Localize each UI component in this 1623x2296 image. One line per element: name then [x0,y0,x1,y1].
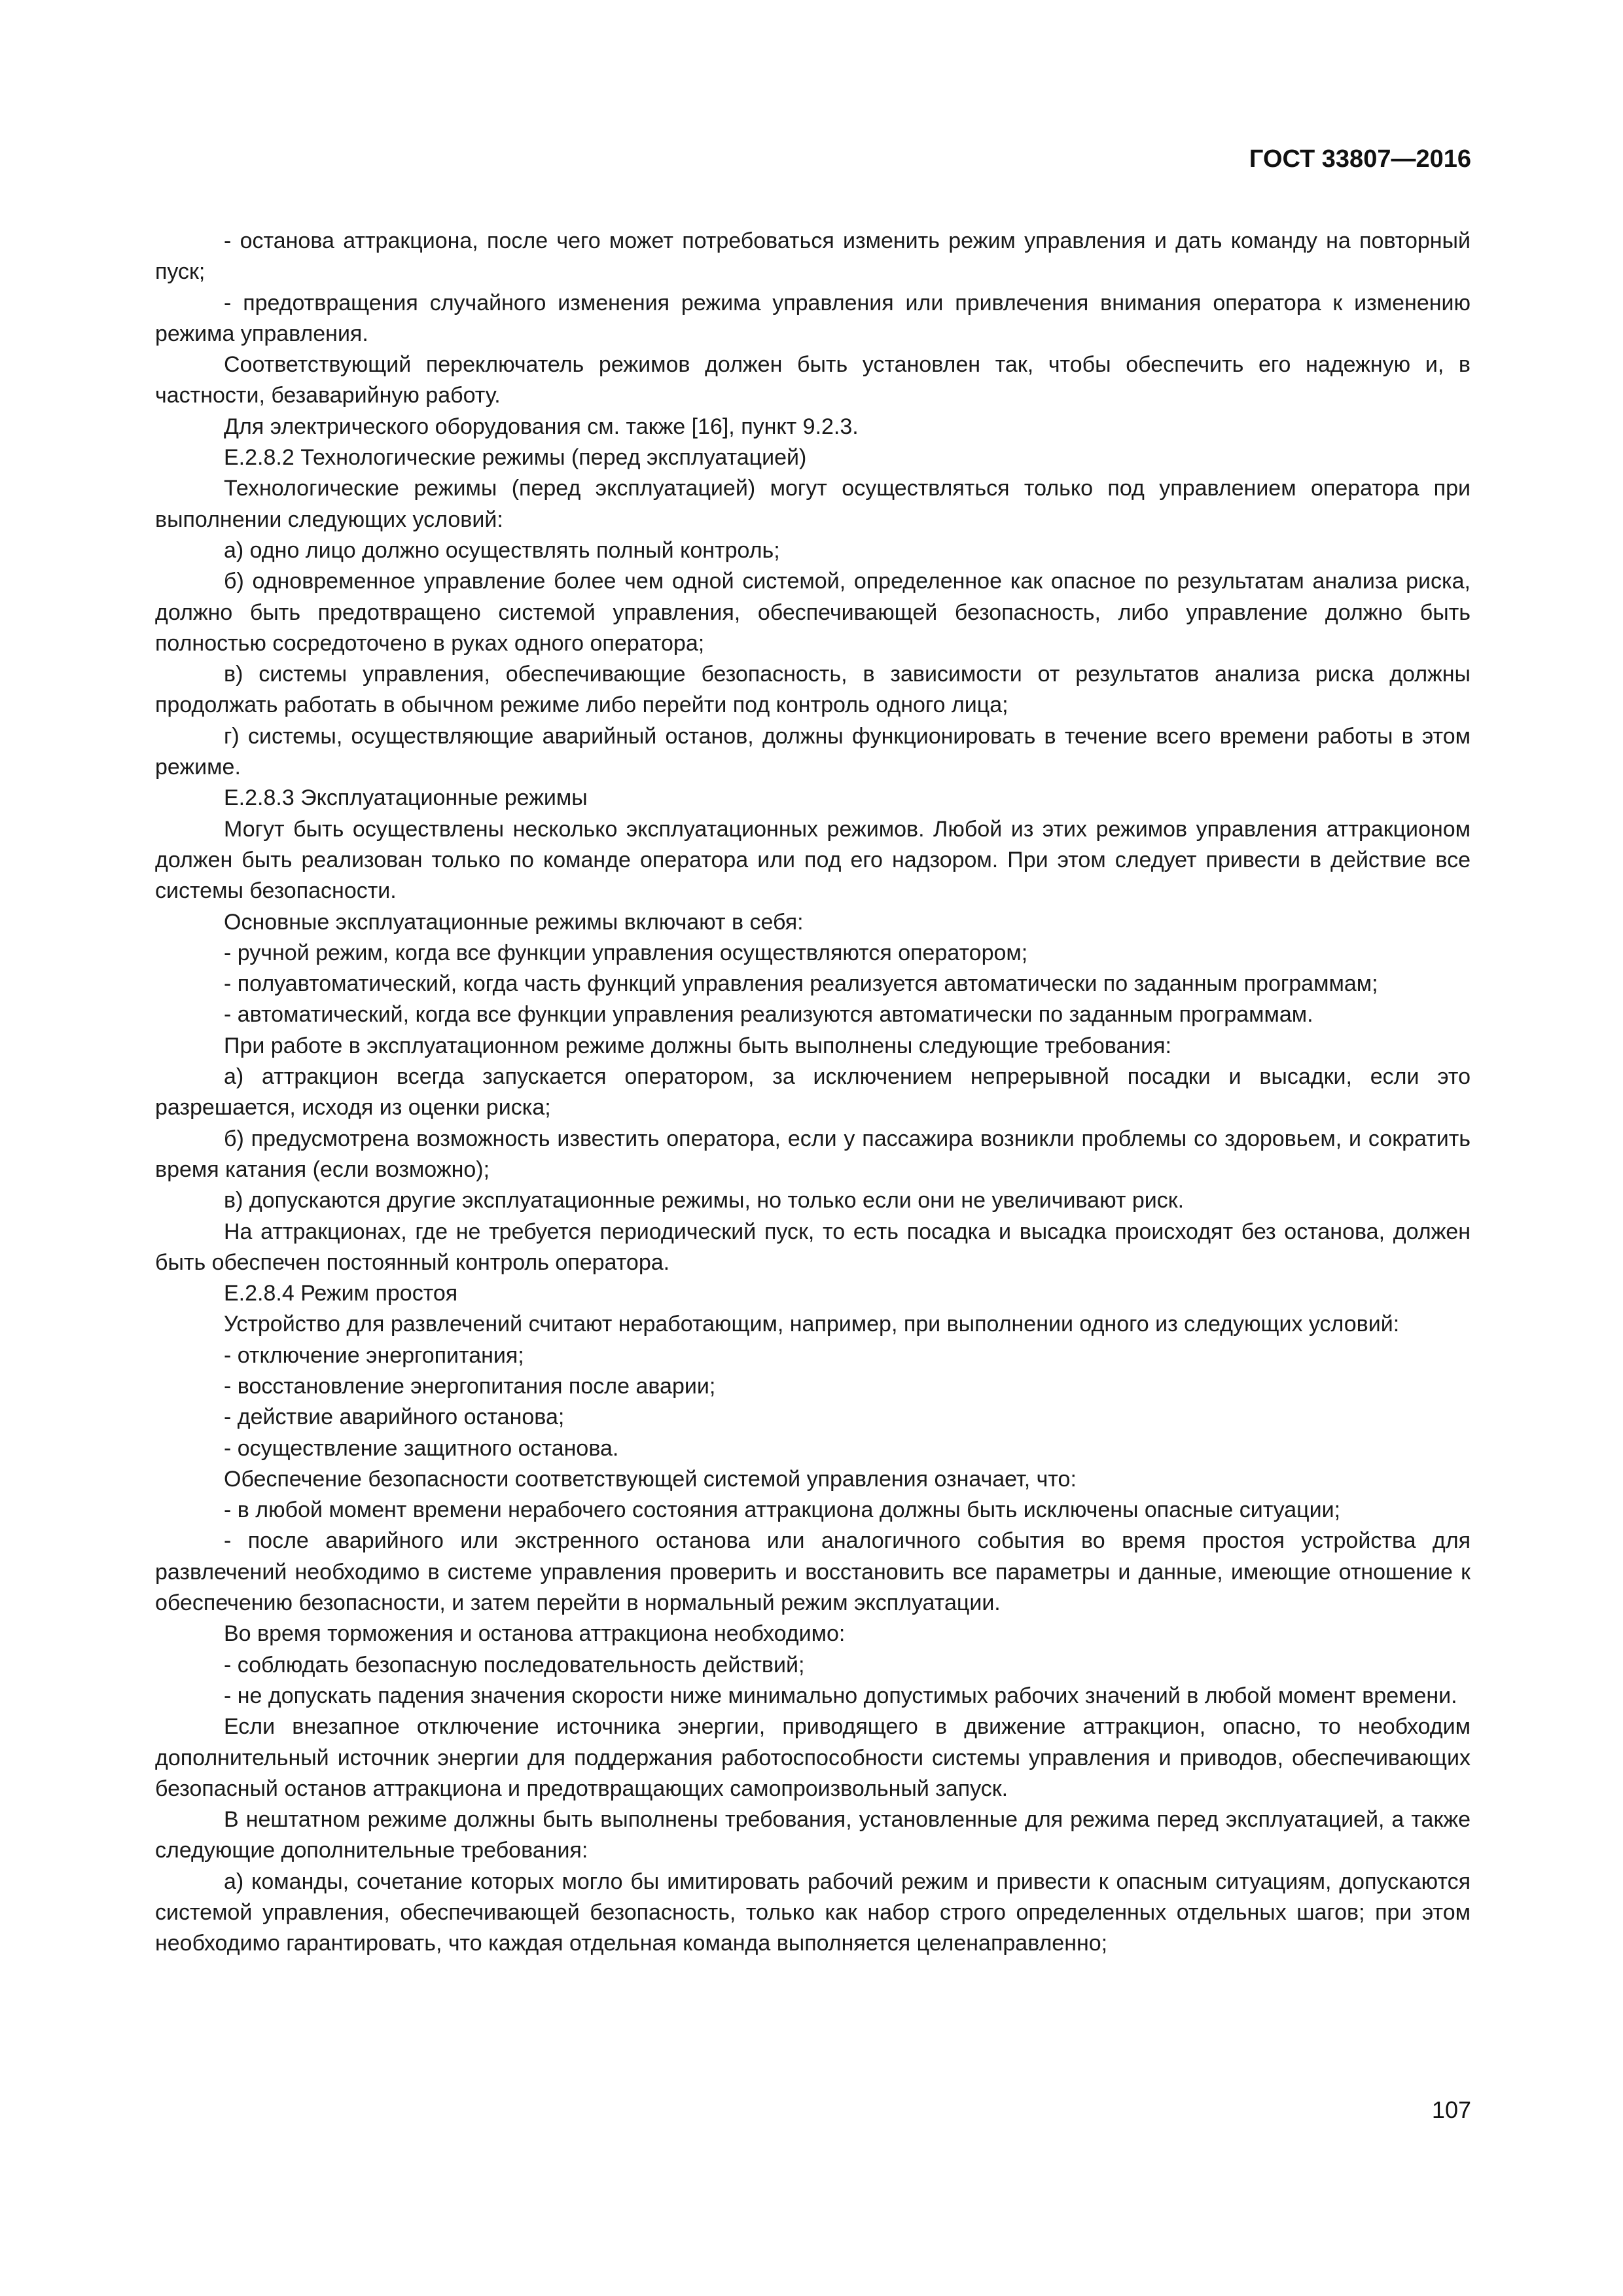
list-item: - полуавтоматический, когда часть функций управления реализуется автоматически по заданным программам; [224,971,1378,997]
paragraph: Если внезапное отключение источника энергии, приводящего в движение аттракцион, опасно, то необходим дополнительный источник энергии для поддержания работоспособности системы управления и приводов, обеспечивающих безопасный останов аттракциона и предотвращающих самопроизвольный запуск. [155,1714,1471,1801]
paragraph: Обеспечение безопасности соответствующей системой управления означает, что: [224,1466,1077,1492]
list-item: - не допускать падения значения скорости ниже минимально допустимых рабочих значений в любой момент времени. [224,1683,1457,1708]
list-item: - соблюдать безопасную последовательность действий; [224,1652,805,1677]
list-item: б) одновременное управление более чем одной системой, определенное как опасное по результатам анализа риска, должно быть предотвращено системой управления, обеспечивающей безопасность, либо управление должно быть полностью сосредоточено в руках одного оператора; [155,569,1471,656]
body-text [155,226,1471,1960]
paragraph: При работе в эксплуатационном режиме должны быть выполнены следующие требования: [224,1033,1172,1058]
paragraph: На аттракционах, где не требуется периодический пуск, то есть посадка и высадка происходят без останова, должен быть обеспечен постоянный контроль оператора. [155,1219,1471,1275]
list-item: б) предусмотрена возможность известить оператора, если у пассажира возникли проблемы со здоровьем, и сократить время катания (если возможно); [155,1126,1471,1182]
paragraph: Могут быть осуществлены несколько эксплуатационных режимов. Любой из этих режимов управления аттракционом должен быть реализован только по команде оператора или под его надзором. При этом следует привести в действие все системы безопасности. [155,816,1471,904]
list-item: а) команды, сочетание которых могло бы имитировать рабочий режим и привести к опасным ситуациям, допускаются системой управления, обеспечивающей безопасность, только как набор строго определенных отдельных шагов; при этом необходимо гарантировать, что каждая отдельная команда выполняется целенаправленно; [155,1869,1471,1956]
paragraph: Технологические режимы (перед эксплуатацией) могут осуществляться только под управлением оператора при выполнении следующих условий: [155,476,1471,532]
paragraph: - предотвращения случайного изменения режима управления или привлечения внимания оператора к изменению режима управления. [155,290,1471,346]
standard-designation: ГОСТ 33807—2016 [1249,145,1471,173]
list-item: - ручной режим, когда все функции управления осуществляются оператором; [224,940,1028,965]
paragraph: Во время торможения и останова аттракциона необходимо: [224,1621,846,1647]
paragraph: В нештатном режиме должны быть выполнены требования, установленные для режима перед эксплуатацией, а также следующие дополнительные требования: [155,1807,1471,1863]
list-item: в) системы управления, обеспечивающие безопасность, в зависимости от результатов анализа риска должны продолжать работать в обычном режиме либо перейти под контроль одного лица; [155,662,1471,718]
list-item: а) одно лицо должно осуществлять полный контроль; [224,537,780,563]
paragraph: Основные эксплуатационные режимы включают в себя: [224,909,804,935]
list-item: - отключение энергопитания; [224,1342,524,1368]
paragraph: Для электрического оборудования см. также [16], пункт 9.2.3. [224,414,859,439]
list-item: - после аварийного или экстренного останова или аналогичного события во время простоя устройства для развлечений необходимо в системе управления проверить и восстановить все параметры и данные, имеющие отношение к обеспечению безопасности, и затем перейти в нормальный режим эксплуатации. [155,1528,1471,1616]
section-heading: Е.2.8.4 Режим простоя [224,1281,458,1306]
list-item: - автоматический, когда все функции управления реализуются автоматически по заданным программам. [224,1002,1313,1028]
list-item: а) аттракцион всегда запускается оператором, за исключением непрерывной посадки и высадки, если это разрешается, исходя из оценки риска; [155,1064,1471,1121]
paragraph: Устройство для развлечений считают неработающим, например, при выполнении одного из следующих условий: [224,1312,1400,1337]
section-heading: Е.2.8.2 Технологические режимы (перед эксплуатацией) [224,445,807,471]
paragraph: Соответствующий переключатель режимов должен быть установлен так, чтобы обеспечить его надежную и, в частности, безаварийную работу. [155,352,1471,408]
list-item: - действие аварийного останова; [224,1405,565,1430]
list-item: - осуществление защитного останова. [224,1435,619,1461]
list-item: - в любой момент времени нерабочего состояния аттракциона должны быть исключены опасные ситуации; [224,1498,1341,1523]
list-item: в) допускаются другие эксплуатационные режимы, но только если они не увеличивают риск. [224,1188,1185,1213]
section-heading: Е.2.8.3 Эксплуатационные режимы [224,785,588,811]
page-number: 107 [1431,2096,1471,2123]
list-item: - восстановление энергопитания после аварии; [224,1373,716,1399]
paragraph: - останова аттракциона, после чего может потребоваться изменить режим управления и дать команду на повторный пуск; [155,228,1471,285]
list-item: г) системы, осуществляющие аварийный останов, должны функционировать в течение всего времени работы в этом режиме. [155,723,1471,780]
